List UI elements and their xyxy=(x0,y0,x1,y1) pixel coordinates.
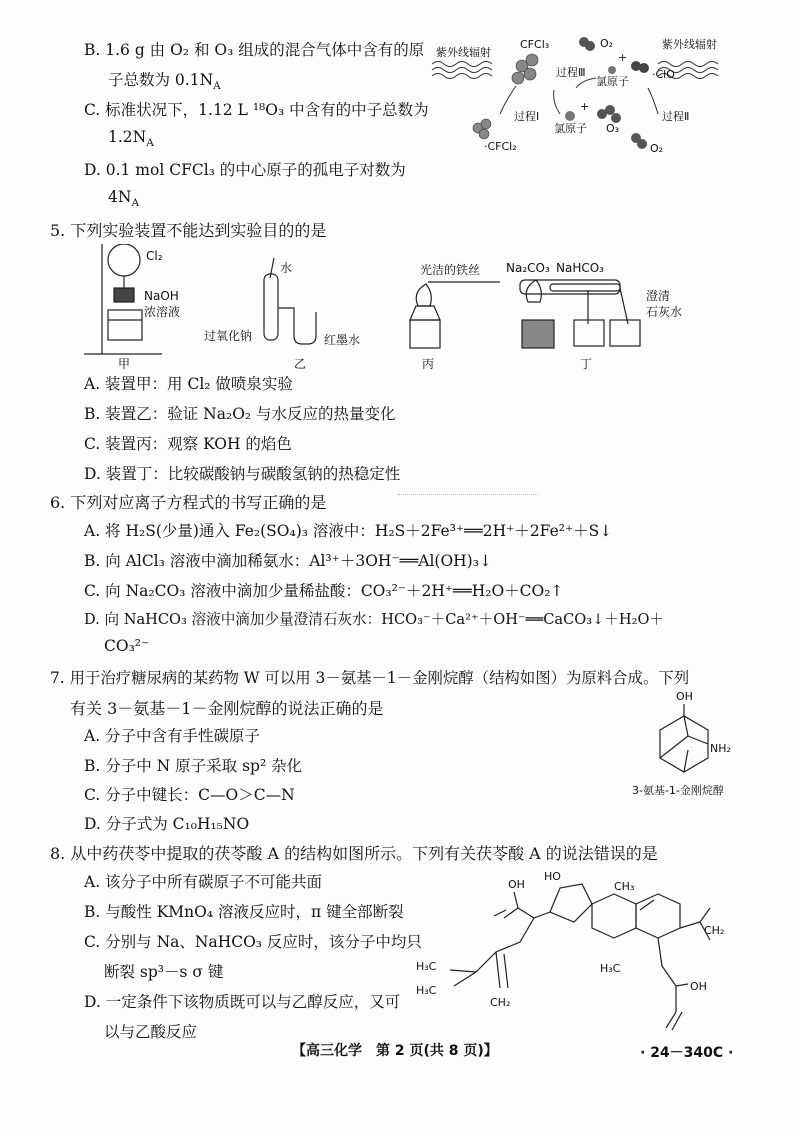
q6-option-c: C. 向 Na₂CO₃ 溶液中滴加少量稀盐酸：CO₃²⁻＋2H⁺══H₂O＋CO₂↑ xyxy=(84,582,564,600)
q5-option-b: B. 装置乙：验证 Na₂O₂ 与水反应的热量变化 xyxy=(84,405,396,423)
chlorine-atom-mid xyxy=(565,111,575,121)
q6-stem: 6. 下列对应离子方程式的书写正确的是 xyxy=(50,493,327,512)
naoh-label: NaOH xyxy=(144,289,179,303)
q8-stem: 8. 从中药茯苓中提取的茯苓酸 A 的结构如图所示。下列有关茯苓酸 A 的说法错误的是 xyxy=(50,844,658,863)
h3c-left-top-label: H₃C xyxy=(416,960,437,973)
q6-option-b: B. 向 AlCl₃ 溶液中滴加稀氨水：Al³⁺＋3OH⁻══Al(OH)₃↓ xyxy=(84,552,492,570)
caption-ding: 丁 xyxy=(580,357,593,370)
page-footer-code: · 24－340C · xyxy=(640,1045,734,1061)
na2co3-label: Na₂CO₃ xyxy=(506,261,550,275)
uv-label-left: 紫外线辐射 xyxy=(436,46,491,59)
plus-sign-mid: + xyxy=(580,100,590,113)
adamantanol-structure xyxy=(618,688,768,806)
q8-option-a: A. 该分子中所有碳原子不可能共面 xyxy=(84,873,323,891)
q7-option-b: B. 分子中 N 原子采取 sp² 杂化 xyxy=(84,757,303,775)
chlorine-top-label: 氯原子 xyxy=(596,75,629,88)
caption-yi: 乙 xyxy=(294,357,307,370)
conc-solution-label: 浓溶液 xyxy=(144,305,181,319)
apparatus-bing xyxy=(410,282,500,348)
o2-bottom-label: O₂ xyxy=(650,142,664,155)
o2-top-label: O₂ xyxy=(600,37,614,50)
avogadro-subscript: A xyxy=(131,197,140,210)
plus-sign-top: + xyxy=(618,51,628,64)
red-ink-label: 红墨水 xyxy=(324,333,361,347)
ho-ring-label: HO xyxy=(544,870,561,883)
ch3-top-label: CH₃ xyxy=(614,880,635,893)
q7-option-d: D. 分子式为 C₁₀H₁₅NO xyxy=(84,815,250,833)
poricoic-acid-structure xyxy=(410,862,750,1052)
q8-option-c-line1: C. 分别与 Na、NaHCO₃ 反应时，该分子中均只 xyxy=(84,933,422,951)
q6-option-d-line2: CO₃²⁻ xyxy=(104,637,150,655)
limewater-label: 石灰水 xyxy=(646,305,683,319)
o3-molecule xyxy=(597,105,621,123)
chlorine-mid-label: 氯原子 xyxy=(554,122,587,135)
oh-left-acid-label: OH xyxy=(508,878,525,891)
q4-option-c-line1: C. 标准状况下，1.12 L ¹⁸O₃ 中含有的中子总数为 xyxy=(84,101,429,119)
q6-option-a: A. 将 H₂S(少量)通入 Fe₂(SO₄)₃ 溶液中：H₂S＋2Fe³⁺══2H⁺＋2Fe²⁺＋S↓ xyxy=(84,522,613,540)
cfcl2-label: ·CFCl₂ xyxy=(484,140,517,153)
q8-option-b: B. 与酸性 KMnO₄ 溶液反应时，π 键全部断裂 xyxy=(84,903,404,921)
q7-stem-line1: 7. 用于治疗糖尿病的某药物 W 可以用 3－氨基－1－金刚烷醇（结构如图）为原料合成。下列 xyxy=(50,669,690,687)
nahco3-label: NaHCO₃ xyxy=(556,261,604,275)
q5-option-a: A. 装置甲：用 Cl₂ 做喷泉实验 xyxy=(84,375,293,393)
q6-option-d-line1: D. 向 NaHCO₃ 溶液中滴加少量澄清石灰水：HCO₃⁻＋Ca²⁺＋OH⁻══CaCO₃↓＋H₂O＋ xyxy=(84,611,665,628)
ch2-right-label: CH₂ xyxy=(704,924,725,937)
cfcl3-molecule xyxy=(512,54,538,84)
nh2-label: NH₂ xyxy=(710,742,731,755)
caption-jia: 甲 xyxy=(118,357,131,370)
q4-option-b-line2 xyxy=(108,68,221,92)
q4-option-c-line2 xyxy=(108,128,154,149)
water-label: 水 xyxy=(280,261,293,275)
uv-label-right: 紫外线辐射 xyxy=(662,38,717,51)
skeletal-bonds xyxy=(450,884,710,1030)
adamantanol-caption: 3-氨基-1-金刚烷醇 xyxy=(632,784,724,797)
h3c-ring-label: H₃C xyxy=(600,962,621,975)
ch2-bottom-label: CH₂ xyxy=(490,996,511,1009)
q8-option-d-line2: 以与乙酸反应 xyxy=(104,1023,198,1041)
cfcl2-radical xyxy=(473,119,491,139)
o3-label: O₃ xyxy=(606,122,620,135)
q7-option-c: C. 分子中键长：C—O＞C—N xyxy=(84,786,295,804)
clo-label: ·ClO xyxy=(652,68,675,81)
uv-waves-left xyxy=(432,62,492,79)
oh-label: OH xyxy=(676,690,693,703)
q4-option-b-text: 子总数为 0.1N xyxy=(108,71,214,89)
q4-option-d-line2 xyxy=(108,188,139,209)
q5-apparatus-figure xyxy=(80,244,740,370)
q4-option-b-line1: B. 1.6 g 由 O₂ 和 O₃ 组成的混合气体中含有的原 xyxy=(84,41,425,59)
na2o2-label: 过氧化钠 xyxy=(204,329,253,343)
caption-bing: 丙 xyxy=(422,357,435,370)
q5-option-c: C. 装置丙：观察 KOH 的焰色 xyxy=(84,435,292,453)
q8-option-d-line1: D. 一定条件下该物质既可以与乙醇反应，又可 xyxy=(84,993,401,1011)
cl2-label: Cl₂ xyxy=(146,249,163,263)
cfcl3-label: CFCl₃ xyxy=(520,38,550,51)
chlorine-atom-top xyxy=(608,66,616,74)
avogadro-subscript: A xyxy=(213,80,221,93)
adamantane-cage xyxy=(660,704,708,772)
ozone-depletion-figure xyxy=(430,28,730,168)
step1-label: 过程Ⅰ xyxy=(514,110,540,123)
q7-option-a: A. 分子中含有手性碳原子 xyxy=(84,727,261,745)
apparatus-ding xyxy=(520,280,640,348)
q5-option-d: D. 装置丁：比较碳酸钠与碳酸氢钠的热稳定性 xyxy=(84,465,401,483)
o2-molecule-bottom xyxy=(631,133,647,149)
avogadro-subscript: A xyxy=(146,137,154,150)
q4-option-d-line1: D. 0.1 mol CFCl₃ 的中心原子的孤电子对数为 xyxy=(84,161,406,179)
page-footer-title: 【高三化学 第 2 页(共 8 页)】 xyxy=(292,1043,498,1059)
clo-radical xyxy=(631,61,649,73)
process-arrows xyxy=(500,78,658,114)
divider-mark xyxy=(398,494,538,495)
clear-label: 澄清 xyxy=(646,289,671,303)
h3c-left-bottom-label: H₃C xyxy=(416,984,437,997)
clean-wire-label: 光洁的铁丝 xyxy=(420,263,481,277)
q4-option-d-text: 4N xyxy=(108,188,132,206)
step2-label: 过程Ⅱ xyxy=(662,110,690,123)
o2-molecule-top xyxy=(579,37,595,51)
q4-option-c-text: 1.2N xyxy=(108,128,147,146)
q5-stem: 5. 下列实验装置不能达到实验目的的是 xyxy=(50,221,327,240)
q7-stem-line2: 有关 3－氨基－1－金刚烷醇的说法正确的是 xyxy=(70,699,384,718)
step3-label: 过程Ⅲ xyxy=(556,66,586,79)
q8-option-c-line2: 断裂 sp³－s σ 键 xyxy=(104,963,224,981)
oh-right-acid-label: OH xyxy=(690,980,707,993)
